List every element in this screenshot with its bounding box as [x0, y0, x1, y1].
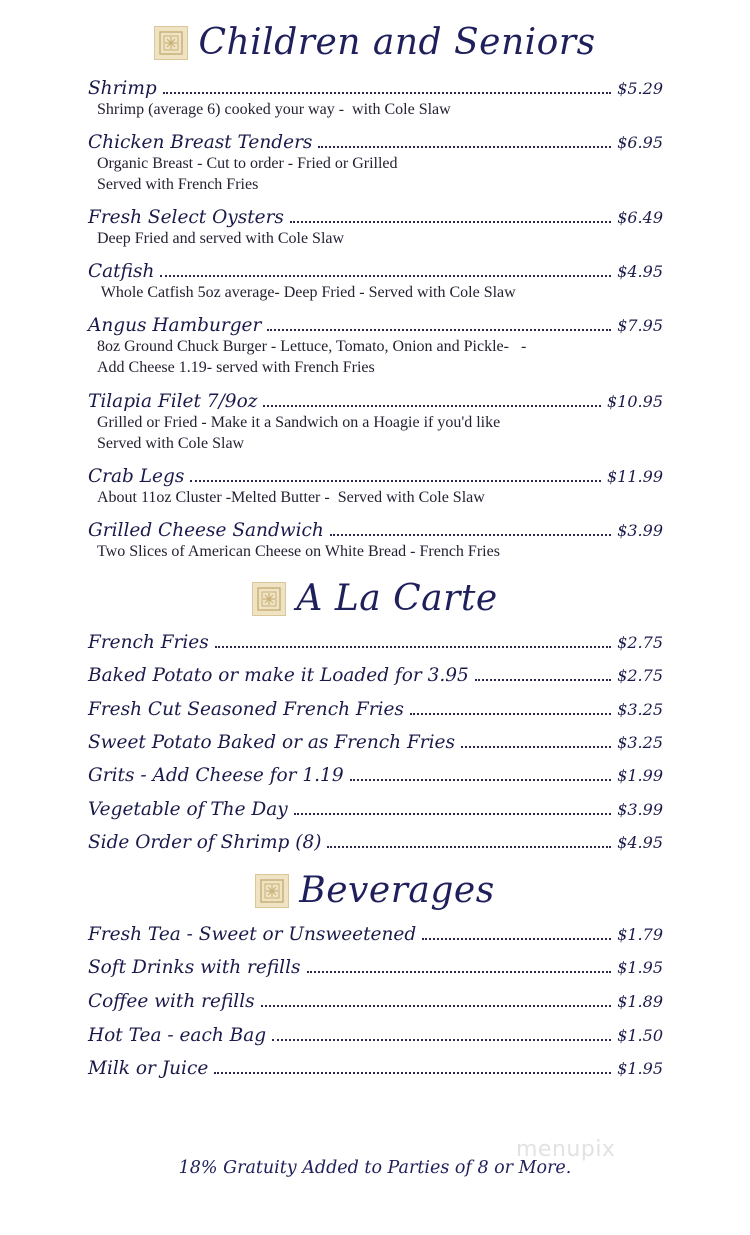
item-description: Organic Breast - Cut to order - Fried or Grilled [97, 155, 398, 172]
menu-item [88, 765, 663, 786]
dot-leader [215, 646, 611, 648]
item-description: Grilled or Fried - Make it a Sandwich on a Hoagie if you'd like [97, 414, 501, 431]
item-name: Baked Potato or make it Loaded for 3.95 [88, 665, 469, 686]
dot-leader [350, 779, 612, 781]
gratuity-note: 18% Gratuity Added to Parties of 8 or More. [178, 1158, 572, 1178]
dot-leader [272, 1039, 611, 1041]
menu-item [88, 1058, 663, 1079]
item-price: $11.99 [607, 467, 663, 486]
dot-leader [263, 405, 601, 407]
item-name: Fresh Tea - Sweet or Unsweetened [88, 924, 417, 945]
menu-item [88, 132, 663, 195]
item-name: Hot Tea - each Bag [88, 1025, 267, 1046]
item-name: Tilapia Filet 7/9oz [88, 391, 258, 412]
item-name: Angus Hamburger [88, 315, 262, 336]
item-name: Coffee with refills [88, 991, 255, 1012]
item-name: Catfish [88, 261, 155, 282]
item-name: Fresh Cut Seasoned French Fries [88, 699, 404, 720]
dot-leader [267, 329, 611, 331]
item-description: Deep Fried and served with Cole Slaw [97, 230, 345, 247]
dot-leader [422, 938, 611, 940]
item-price: $3.25 [617, 733, 663, 752]
item-description: Whole Catfish 5oz average- Deep Fried - Served with Cole Slaw [97, 284, 516, 301]
item-name: Sweet Potato Baked or as French Fries [88, 732, 455, 753]
menu-item [88, 665, 663, 686]
item-name: Vegetable of The Day [88, 799, 288, 820]
dot-leader [318, 146, 611, 148]
item-name: Chicken Breast Tenders [88, 132, 313, 153]
dot-leader [330, 534, 611, 536]
section-heading [0, 870, 750, 911]
section-heading [0, 578, 750, 619]
item-price: $4.95 [617, 262, 663, 281]
menu-item [88, 261, 663, 303]
watermark: menupix [516, 1137, 616, 1162]
item-price: $4.95 [617, 833, 663, 852]
item-name: Shrimp [88, 78, 157, 99]
ornament-icon [255, 874, 289, 908]
menu-item [88, 799, 663, 820]
menu-item [88, 832, 663, 853]
section-title: Children and Seniors [198, 22, 596, 63]
dot-leader [475, 679, 611, 681]
menu-item [88, 315, 663, 378]
menu-item [88, 924, 663, 945]
item-price: $5.29 [617, 79, 663, 98]
menu-item [88, 207, 663, 249]
item-price: $10.95 [607, 392, 663, 411]
item-price: $1.89 [617, 992, 663, 1011]
item-price: $1.50 [617, 1026, 663, 1045]
menu-item [88, 391, 663, 454]
section-title: A La Carte [296, 578, 498, 619]
item-name: French Fries [88, 632, 209, 653]
dot-leader [214, 1072, 611, 1074]
menu-item [88, 466, 663, 508]
dot-leader [261, 1005, 612, 1007]
menu-item [88, 78, 663, 120]
item-price: $3.25 [617, 700, 663, 719]
menu-item [88, 991, 663, 1012]
ornament-icon [154, 26, 188, 60]
item-price: $1.95 [617, 1059, 663, 1078]
menu-item [88, 1025, 663, 1046]
item-price: $3.99 [617, 800, 663, 819]
menu-item [88, 699, 663, 720]
item-name: Side Order of Shrimp (8) [88, 832, 322, 853]
item-price: $6.49 [617, 208, 663, 227]
dot-leader [327, 846, 611, 848]
dot-leader [290, 221, 611, 223]
dot-leader [163, 92, 611, 94]
menu-item [88, 957, 663, 978]
item-price: $7.95 [617, 316, 663, 335]
item-price: $3.99 [617, 521, 663, 540]
dot-leader [190, 480, 601, 482]
item-description: About 11oz Cluster -Melted Butter - Served with Cole Slaw [97, 489, 485, 506]
item-name: Grilled Cheese Sandwich [88, 520, 324, 541]
item-name: Fresh Select Oysters [88, 207, 284, 228]
item-name: Soft Drinks with refills [88, 957, 301, 978]
item-description: Two Slices of American Cheese on White Bread - French Fries [97, 543, 500, 560]
section-heading [0, 22, 750, 63]
item-name: Crab Legs [88, 466, 185, 487]
item-price: $1.99 [617, 766, 663, 785]
item-price: $2.75 [617, 666, 663, 685]
item-price: $6.95 [617, 133, 663, 152]
item-name: Milk or Juice [88, 1058, 209, 1079]
item-description: Served with French Fries [97, 176, 259, 193]
menu-item [88, 732, 663, 753]
item-description: 8oz Ground Chuck Burger - Lettuce, Tomato, Onion and Pickle- - [97, 338, 527, 355]
dot-leader [461, 746, 611, 748]
menu-item [88, 632, 663, 653]
dot-leader [294, 813, 611, 815]
item-price: $1.95 [617, 958, 663, 977]
dot-leader [160, 275, 611, 277]
item-description: Served with Cole Slaw [97, 435, 245, 452]
menu-item [88, 520, 663, 562]
dot-leader [307, 971, 612, 973]
ornament-icon [252, 582, 286, 616]
section-title: Beverages [299, 870, 495, 911]
item-description: Add Cheese 1.19- served with French Fries [97, 359, 375, 376]
item-description: Shrimp (average 6) cooked your way - with Cole Slaw [97, 101, 451, 118]
item-price: $1.79 [617, 925, 663, 944]
item-name: Grits - Add Cheese for 1.19 [88, 765, 344, 786]
item-price: $2.75 [617, 633, 663, 652]
dot-leader [410, 713, 611, 715]
